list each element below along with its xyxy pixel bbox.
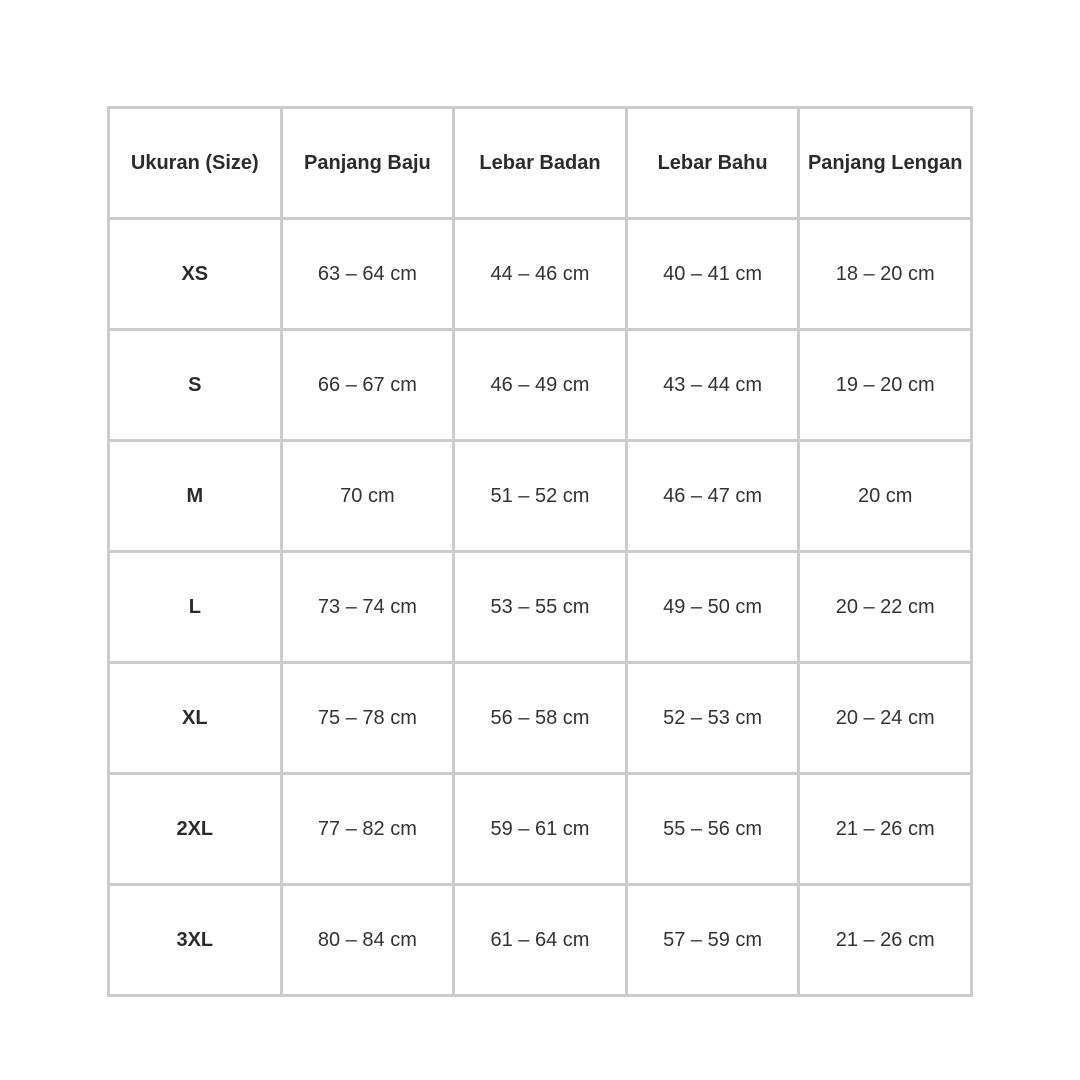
header-row [109, 108, 972, 219]
panjang-baju-cell: 70 cm [281, 441, 454, 552]
size-cell: S [109, 330, 282, 441]
size-cell: 2XL [109, 774, 282, 885]
size-cell: L [109, 552, 282, 663]
lebar-bahu-cell: 40 – 41 cm [626, 219, 799, 330]
table-row [109, 774, 972, 885]
lebar-bahu-cell: 57 – 59 cm [626, 885, 799, 996]
panjang-lengan-cell: 20 – 24 cm [799, 663, 972, 774]
panjang-baju-cell: 66 – 67 cm [281, 330, 454, 441]
panjang-lengan-cell: 20 – 22 cm [799, 552, 972, 663]
size-cell: M [109, 441, 282, 552]
lebar-badan-cell: 61 – 64 cm [454, 885, 627, 996]
header-panjang-lengan: Panjang Lengan [799, 108, 972, 219]
size-chart-table [107, 106, 973, 997]
lebar-bahu-cell: 46 – 47 cm [626, 441, 799, 552]
lebar-badan-cell: 53 – 55 cm [454, 552, 627, 663]
size-cell: XS [109, 219, 282, 330]
lebar-badan-cell: 56 – 58 cm [454, 663, 627, 774]
lebar-bahu-cell: 49 – 50 cm [626, 552, 799, 663]
panjang-baju-cell: 77 – 82 cm [281, 774, 454, 885]
table-body [109, 219, 972, 996]
table-row [109, 441, 972, 552]
panjang-lengan-cell: 18 – 20 cm [799, 219, 972, 330]
lebar-badan-cell: 46 – 49 cm [454, 330, 627, 441]
table-row [109, 663, 972, 774]
panjang-lengan-cell: 20 cm [799, 441, 972, 552]
panjang-lengan-cell: 19 – 20 cm [799, 330, 972, 441]
table-row [109, 885, 972, 996]
table-row [109, 330, 972, 441]
lebar-badan-cell: 51 – 52 cm [454, 441, 627, 552]
table-row [109, 219, 972, 330]
lebar-bahu-cell: 43 – 44 cm [626, 330, 799, 441]
header-lebar-badan: Lebar Badan [454, 108, 627, 219]
table-row [109, 552, 972, 663]
table-header [109, 108, 972, 219]
lebar-bahu-cell: 55 – 56 cm [626, 774, 799, 885]
panjang-baju-cell: 80 – 84 cm [281, 885, 454, 996]
header-ukuran: Ukuran (Size) [109, 108, 282, 219]
panjang-lengan-cell: 21 – 26 cm [799, 774, 972, 885]
lebar-badan-cell: 44 – 46 cm [454, 219, 627, 330]
lebar-badan-cell: 59 – 61 cm [454, 774, 627, 885]
panjang-baju-cell: 75 – 78 cm [281, 663, 454, 774]
header-lebar-bahu: Lebar Bahu [626, 108, 799, 219]
header-panjang-baju: Panjang Baju [281, 108, 454, 219]
panjang-baju-cell: 73 – 74 cm [281, 552, 454, 663]
size-cell: XL [109, 663, 282, 774]
lebar-bahu-cell: 52 – 53 cm [626, 663, 799, 774]
size-cell: 3XL [109, 885, 282, 996]
panjang-baju-cell: 63 – 64 cm [281, 219, 454, 330]
panjang-lengan-cell: 21 – 26 cm [799, 885, 972, 996]
